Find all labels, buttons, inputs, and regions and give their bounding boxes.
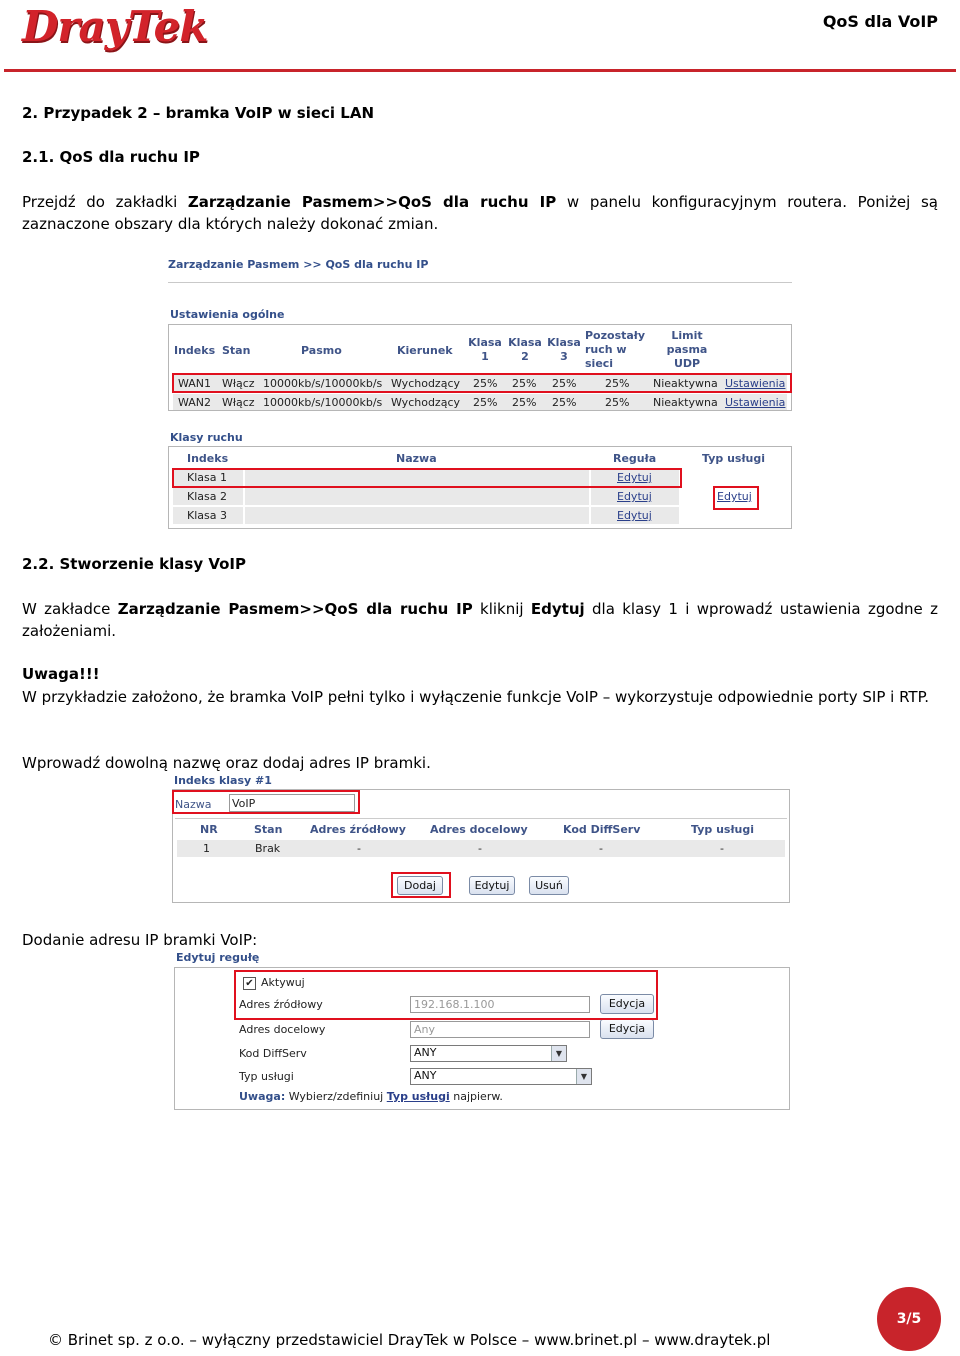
breadcrumb: Zarządzanie Pasmem >> QoS dla ruchu IP <box>168 258 429 271</box>
edit-rule-screenshot <box>174 950 790 1112</box>
col-stan: Stan <box>254 823 283 836</box>
src-address-input[interactable]: 192.168.1.100 <box>410 996 590 1013</box>
qos-screenshot <box>168 255 792 530</box>
col-state: Stan <box>222 344 251 357</box>
class1-edit-link[interactable]: Edytuj <box>617 471 652 484</box>
diffserv-select[interactable]: ANY ▼ <box>410 1045 567 1062</box>
col-dst: Adres docelowy <box>430 823 528 836</box>
class-paragraph: W zakładce Zarządzanie Pasmem>>QoS dla ruchu IP kliknij Edytuj dla klasy 1 i wprowadź ustawienia zgodne z założeniami. <box>22 600 938 640</box>
traffic-classes-title: Klasy ruchu <box>170 431 243 444</box>
src-address-highlight <box>234 970 658 1020</box>
section-2-1-heading: 2.1. QoS dla ruchu IP <box>22 148 200 166</box>
add-ip-instruction: Dodanie adresu IP bramki VoIP: <box>22 931 258 949</box>
general-settings-title: Ustawienia ogólne <box>170 308 285 321</box>
src-edit-button[interactable]: Edycja <box>600 994 654 1014</box>
name-highlight <box>172 790 360 814</box>
intro-paragraph: Przejdź do zakładki Zarządzanie Pasmem>>QoS dla ruchu IP w panelu konfiguracyjnym routera. Poniżej są zaznaczone obszary dla których należy dokonać zmian. <box>22 193 938 233</box>
class2-edit-link[interactable]: Edytuj <box>617 490 652 503</box>
class-index-title: Indeks klasy #1 <box>174 774 272 787</box>
active-checkbox[interactable]: ✔ <box>243 977 256 990</box>
src-label: Adres źródłowy <box>239 998 323 1011</box>
name-label: Nazwa <box>175 798 212 811</box>
wan1-settings-link[interactable]: Ustawienia <box>725 377 786 390</box>
service-label: Typ usługi <box>239 1070 294 1083</box>
name-input[interactable]: VoIP <box>229 794 355 812</box>
dst-label: Adres docelowy <box>239 1023 326 1036</box>
dst-edit-button[interactable]: Edycja <box>600 1019 654 1039</box>
class-index-screenshot <box>172 772 790 904</box>
class1-highlight <box>172 468 682 488</box>
general-settings-table: Indeks Stan Pasmo Kierunek Klasa 1 Klasa 2 Klasa 3 Pozostały ruch w sieci Limit pasma UDP WAN1 Włącz 10000kb/s/10000kb/s Wychodzący 25% 25% 25% 25% Nieaktywna Ustawienia WAN2 Włącz 10000kb/s/10000kb/s Wychodzący 25% 25% 25% 25% Nieaktywna Ustawienia <box>168 324 792 411</box>
col-class2: Klasa 2 <box>508 336 542 363</box>
rule-note: Uwaga: Wybierz/zdefiniuj Typ usługi najpierw. <box>239 1090 503 1103</box>
service-type-link[interactable]: Typ usługi <box>386 1090 450 1103</box>
active-label: Aktywuj <box>261 976 305 989</box>
col-class1: Klasa 1 <box>468 336 502 363</box>
chevron-down-icon: ▼ <box>551 1046 566 1061</box>
col-class-rule: Reguła <box>613 452 657 465</box>
edit-rule-title: Edytuj regułę <box>176 951 260 964</box>
col-class3: Klasa 3 <box>547 336 581 363</box>
wan2-settings-link[interactable]: Ustawienia <box>725 396 786 409</box>
wan1-highlight <box>172 373 792 393</box>
col-src: Adres źródłowy <box>310 823 406 836</box>
col-nr: NR <box>200 823 218 836</box>
col-service: Typ usługi <box>691 823 755 836</box>
add-highlight <box>391 872 451 898</box>
service-type-edit-link[interactable]: Edytuj <box>717 490 752 503</box>
page-number-badge: 3/5 <box>877 1287 941 1351</box>
service-select[interactable]: ANY ▼ <box>410 1068 592 1085</box>
add-button[interactable]: Dodaj <box>397 876 443 895</box>
header-divider <box>4 69 956 72</box>
class3-label: Klasa 3 <box>187 509 227 522</box>
service-edit-highlight <box>713 486 759 510</box>
chevron-down-icon: ▼ <box>576 1069 591 1084</box>
edit-button[interactable]: Edytuj <box>469 876 515 895</box>
delete-button[interactable]: Usuń <box>529 876 569 895</box>
col-class-index: Indeks <box>187 452 229 465</box>
col-other-traffic: Pozostały ruch w sieci <box>585 329 646 370</box>
dst-address-input[interactable]: Any <box>410 1021 590 1038</box>
name-instruction: Wprowadź dowolną nazwę oraz dodaj adres IP bramki. <box>22 754 431 772</box>
warning-title: Uwaga!!! <box>22 665 100 683</box>
section-2-heading: 2. Przypadek 2 – bramka VoIP w sieci LAN <box>22 104 375 122</box>
col-class-name: Nazwa <box>396 452 437 465</box>
class3-edit-link[interactable]: Edytuj <box>617 509 652 522</box>
col-class-service: Typ usługi <box>702 452 766 465</box>
col-index: Indeks <box>174 344 216 357</box>
footer-text: © Brinet sp. z o.o. – wyłączny przedstawiciel DrayTek w Polsce – www.brinet.pl – www.draytek.pl <box>48 1331 771 1349</box>
class-index-box: Nazwa VoIP NR Stan Adres źródłowy Adres docelowy Kod DiffServ Typ usługi 1 Brak - - - - Dodaj Edytuj Usuń <box>172 789 790 903</box>
class2-label: Klasa 2 <box>187 490 227 503</box>
diffserv-label: Kod DiffServ <box>239 1047 307 1060</box>
col-direction: Kierunek <box>397 344 453 357</box>
section-2-2-heading: 2.2. Stworzenie klasy VoIP <box>22 555 246 573</box>
class1-label: Klasa 1 <box>187 471 227 484</box>
header-title: QoS dla VoIP <box>822 12 938 31</box>
col-diffserv: Kod DiffServ <box>563 823 641 836</box>
draytek-logo: DrayTek <box>22 2 208 51</box>
col-udp-limit: Limit pasma UDP <box>666 329 708 370</box>
col-bandwidth: Pasmo <box>301 344 342 357</box>
warning-text: W przykładzie założono, że bramka VoIP pełni tylko i wyłączenie funkcje VoIP – wykorzystuje odpowiednie porty SIP i RTP. <box>22 688 930 706</box>
